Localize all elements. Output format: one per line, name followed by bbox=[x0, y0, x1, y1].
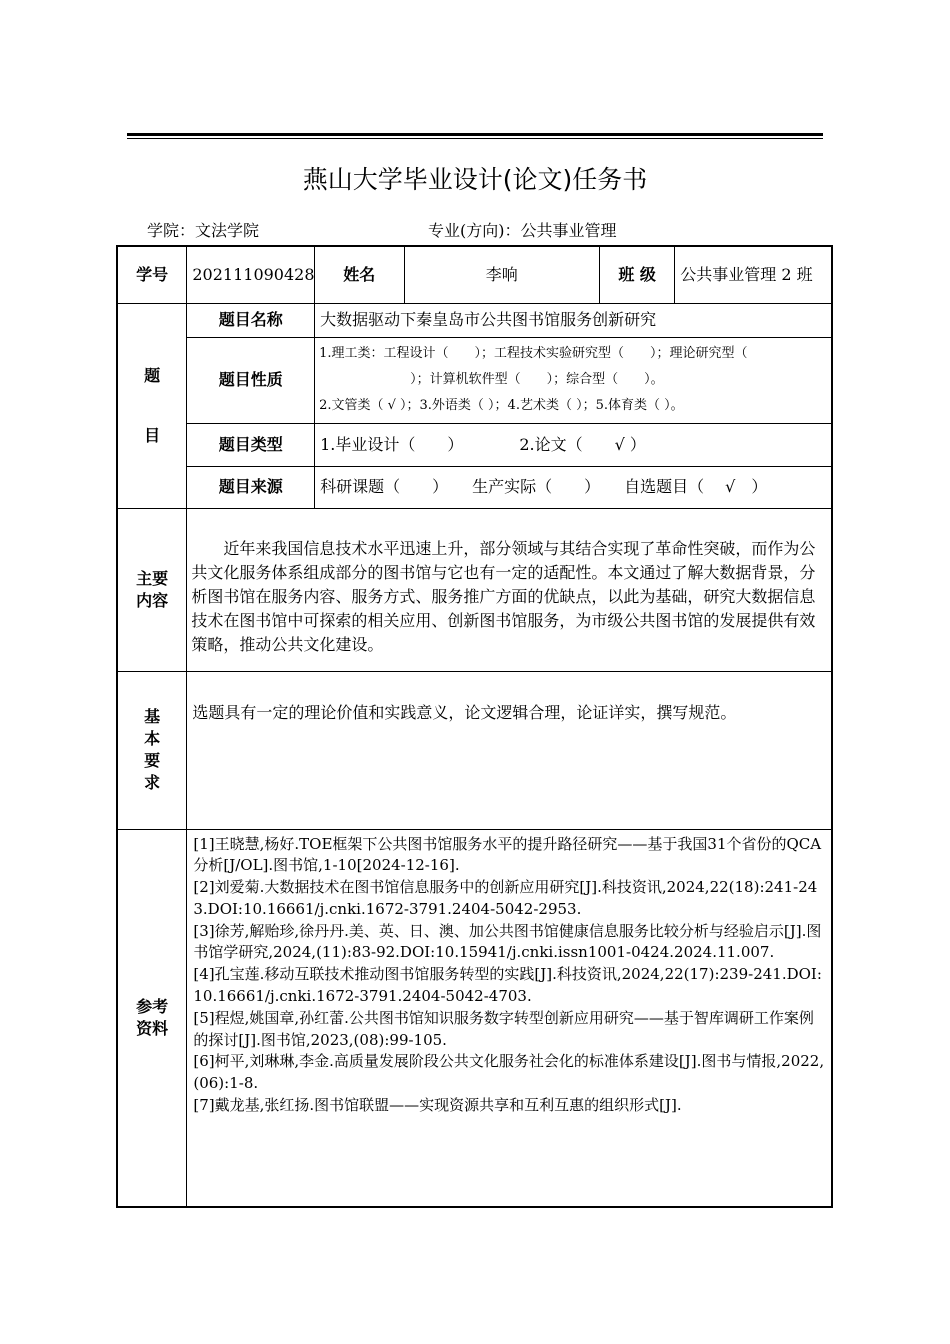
topic-source-label: 题目来源 bbox=[187, 466, 315, 508]
requirements-label-4: 求 bbox=[144, 773, 161, 792]
references-list bbox=[187, 829, 832, 1207]
topic-source-value: 科研课题（ ） 生产实际（ ） 自选题目（ √ ） bbox=[315, 466, 832, 508]
references-label-2: 资料 bbox=[136, 1018, 169, 1038]
content-text: 近年来我国信息技术水平迅速上升，部分领域与其结合实现了革命性突破，而作为公共文化服务体系组成部分的图书馆与它也有一定的适配性。本文通过了解大数据背景，分析图书馆在服务内容、服务方式、服务推广方面的优缺点，以此为基础，研究大数据信息技术在图书馆中可探索的相关应用、创新图书馆服务，为市级公共图书馆的发展提供有效策略，推动公共文化建设。 bbox=[187, 508, 832, 671]
requirements-label bbox=[117, 671, 187, 829]
college-label: 学院： bbox=[147, 221, 196, 240]
class-label: 班 级 bbox=[599, 246, 674, 303]
top-rule-thin bbox=[127, 138, 823, 139]
topic-name-label: 题目名称 bbox=[187, 303, 315, 337]
reference-item: [5]程煜,姚国章,孙红蕾.公共图书馆知识服务数字转型创新应用研究——基于智库调研工作案例的探讨[J].图书馆,2023,(08):99-105. bbox=[193, 1008, 814, 1049]
topic-nature-value bbox=[315, 337, 832, 423]
reference-item: [3]徐芳,解贻珍,徐丹丹.美、英、日、澳、加公共图书馆健康信息服务比较分析与经验启示[J].图书馆学研究,2024,(11):83-92.DOI:10.15941/j.cnki.issn1001-0424.2024.11.007. bbox=[193, 921, 822, 962]
student-id-value: 202111090428 bbox=[187, 246, 315, 303]
reference-item: [6]柯平,刘琳琳,李金.高质量发展阶段公共文化服务社会化的标准体系建设[J].图书与情报,2022,(06):1-8. bbox=[193, 1052, 825, 1093]
topic-type-label: 题目类型 bbox=[187, 423, 315, 466]
requirements-label-1: 基 bbox=[144, 707, 161, 726]
requirements-text: 选题具有一定的理论价值和实践意义，论文逻辑合理，论证详实，撰写规范。 bbox=[187, 671, 832, 829]
task-table bbox=[116, 245, 833, 1208]
nature-line-3: 2.文管类（ √ ）；3.外语类（ ）；4.艺术类（ ）；5.体育类（ ）。 bbox=[319, 398, 684, 413]
college-value: 文法学院 bbox=[195, 221, 260, 240]
requirements-label-3: 要 bbox=[144, 751, 161, 770]
requirements-row bbox=[117, 671, 832, 829]
class-value: 公共事业管理 2 班 bbox=[675, 246, 832, 303]
reference-item: [7]戴龙基,张红扬.图书馆联盟——实现资源共享和互利互惠的组织形式[J]. bbox=[193, 1096, 682, 1115]
references-label bbox=[117, 829, 187, 1207]
topic-name-value: 大数据驱动下秦皇岛市公共图书馆服务创新研究 bbox=[315, 303, 832, 337]
document-title: 燕山大学毕业设计(论文)任务书 bbox=[302, 165, 648, 194]
major-value: 公共事业管理 bbox=[520, 221, 617, 240]
references-row bbox=[117, 829, 832, 1207]
college-field bbox=[147, 218, 259, 241]
nature-line-2: ）；计算机软件型（ ）；综合型（ ）。 bbox=[319, 372, 664, 387]
topic-section-label bbox=[117, 303, 187, 508]
student-name-value: 李响 bbox=[404, 246, 599, 303]
content-label-2: 内容 bbox=[136, 590, 169, 610]
topic-nature-label: 题目性质 bbox=[187, 337, 315, 423]
topic-label-1: 题 bbox=[144, 365, 161, 385]
requirements-label-2: 本 bbox=[144, 729, 161, 748]
topic-type-row bbox=[117, 423, 832, 466]
topic-name-row bbox=[117, 303, 832, 337]
topic-type-value: 1.毕业设计（ ） 2.论文（ √ ） bbox=[315, 423, 832, 466]
nature-line-1: 1.理工类：工程设计（ ）；工程技术实验研究型（ ）；理论研究型（ bbox=[319, 346, 748, 361]
major-label: 专业(方向)： bbox=[428, 221, 521, 240]
topic-source-row bbox=[117, 466, 832, 508]
reference-item: [4]孔宝莲.移动互联技术推动图书馆服务转型的实践[J].科技资讯,2024,22(17):239-241.DOI:10.16661/j.cnki.1672-3791.2404-5042-4703. bbox=[193, 965, 822, 1006]
reference-item: [1]王晓慧,杨好.TOE框架下公共图书馆服务水平的提升路径研究——基于我国31个省份的QCA分析[J/OL].图书馆,1-10[2024-12-16]. bbox=[193, 834, 822, 875]
major-field bbox=[428, 218, 617, 241]
content-label bbox=[117, 508, 187, 671]
topic-nature-row bbox=[117, 337, 832, 423]
content-label-1: 主要 bbox=[136, 568, 169, 588]
top-rule-thick bbox=[127, 133, 823, 136]
references-label-1: 参考 bbox=[136, 996, 169, 1016]
student-id-label: 学号 bbox=[117, 246, 187, 303]
student-name-label: 姓名 bbox=[315, 246, 405, 303]
reference-item: [2]刘爱菊.大数据技术在图书馆信息服务中的创新应用研究[J].科技资讯,2024,22(18):241-243.DOI:10.16661/j.cnki.1672-3791.2404-5042-2953. bbox=[193, 878, 818, 918]
content-row bbox=[117, 508, 832, 671]
topic-label-2: 目 bbox=[144, 425, 161, 445]
student-row bbox=[117, 246, 832, 303]
